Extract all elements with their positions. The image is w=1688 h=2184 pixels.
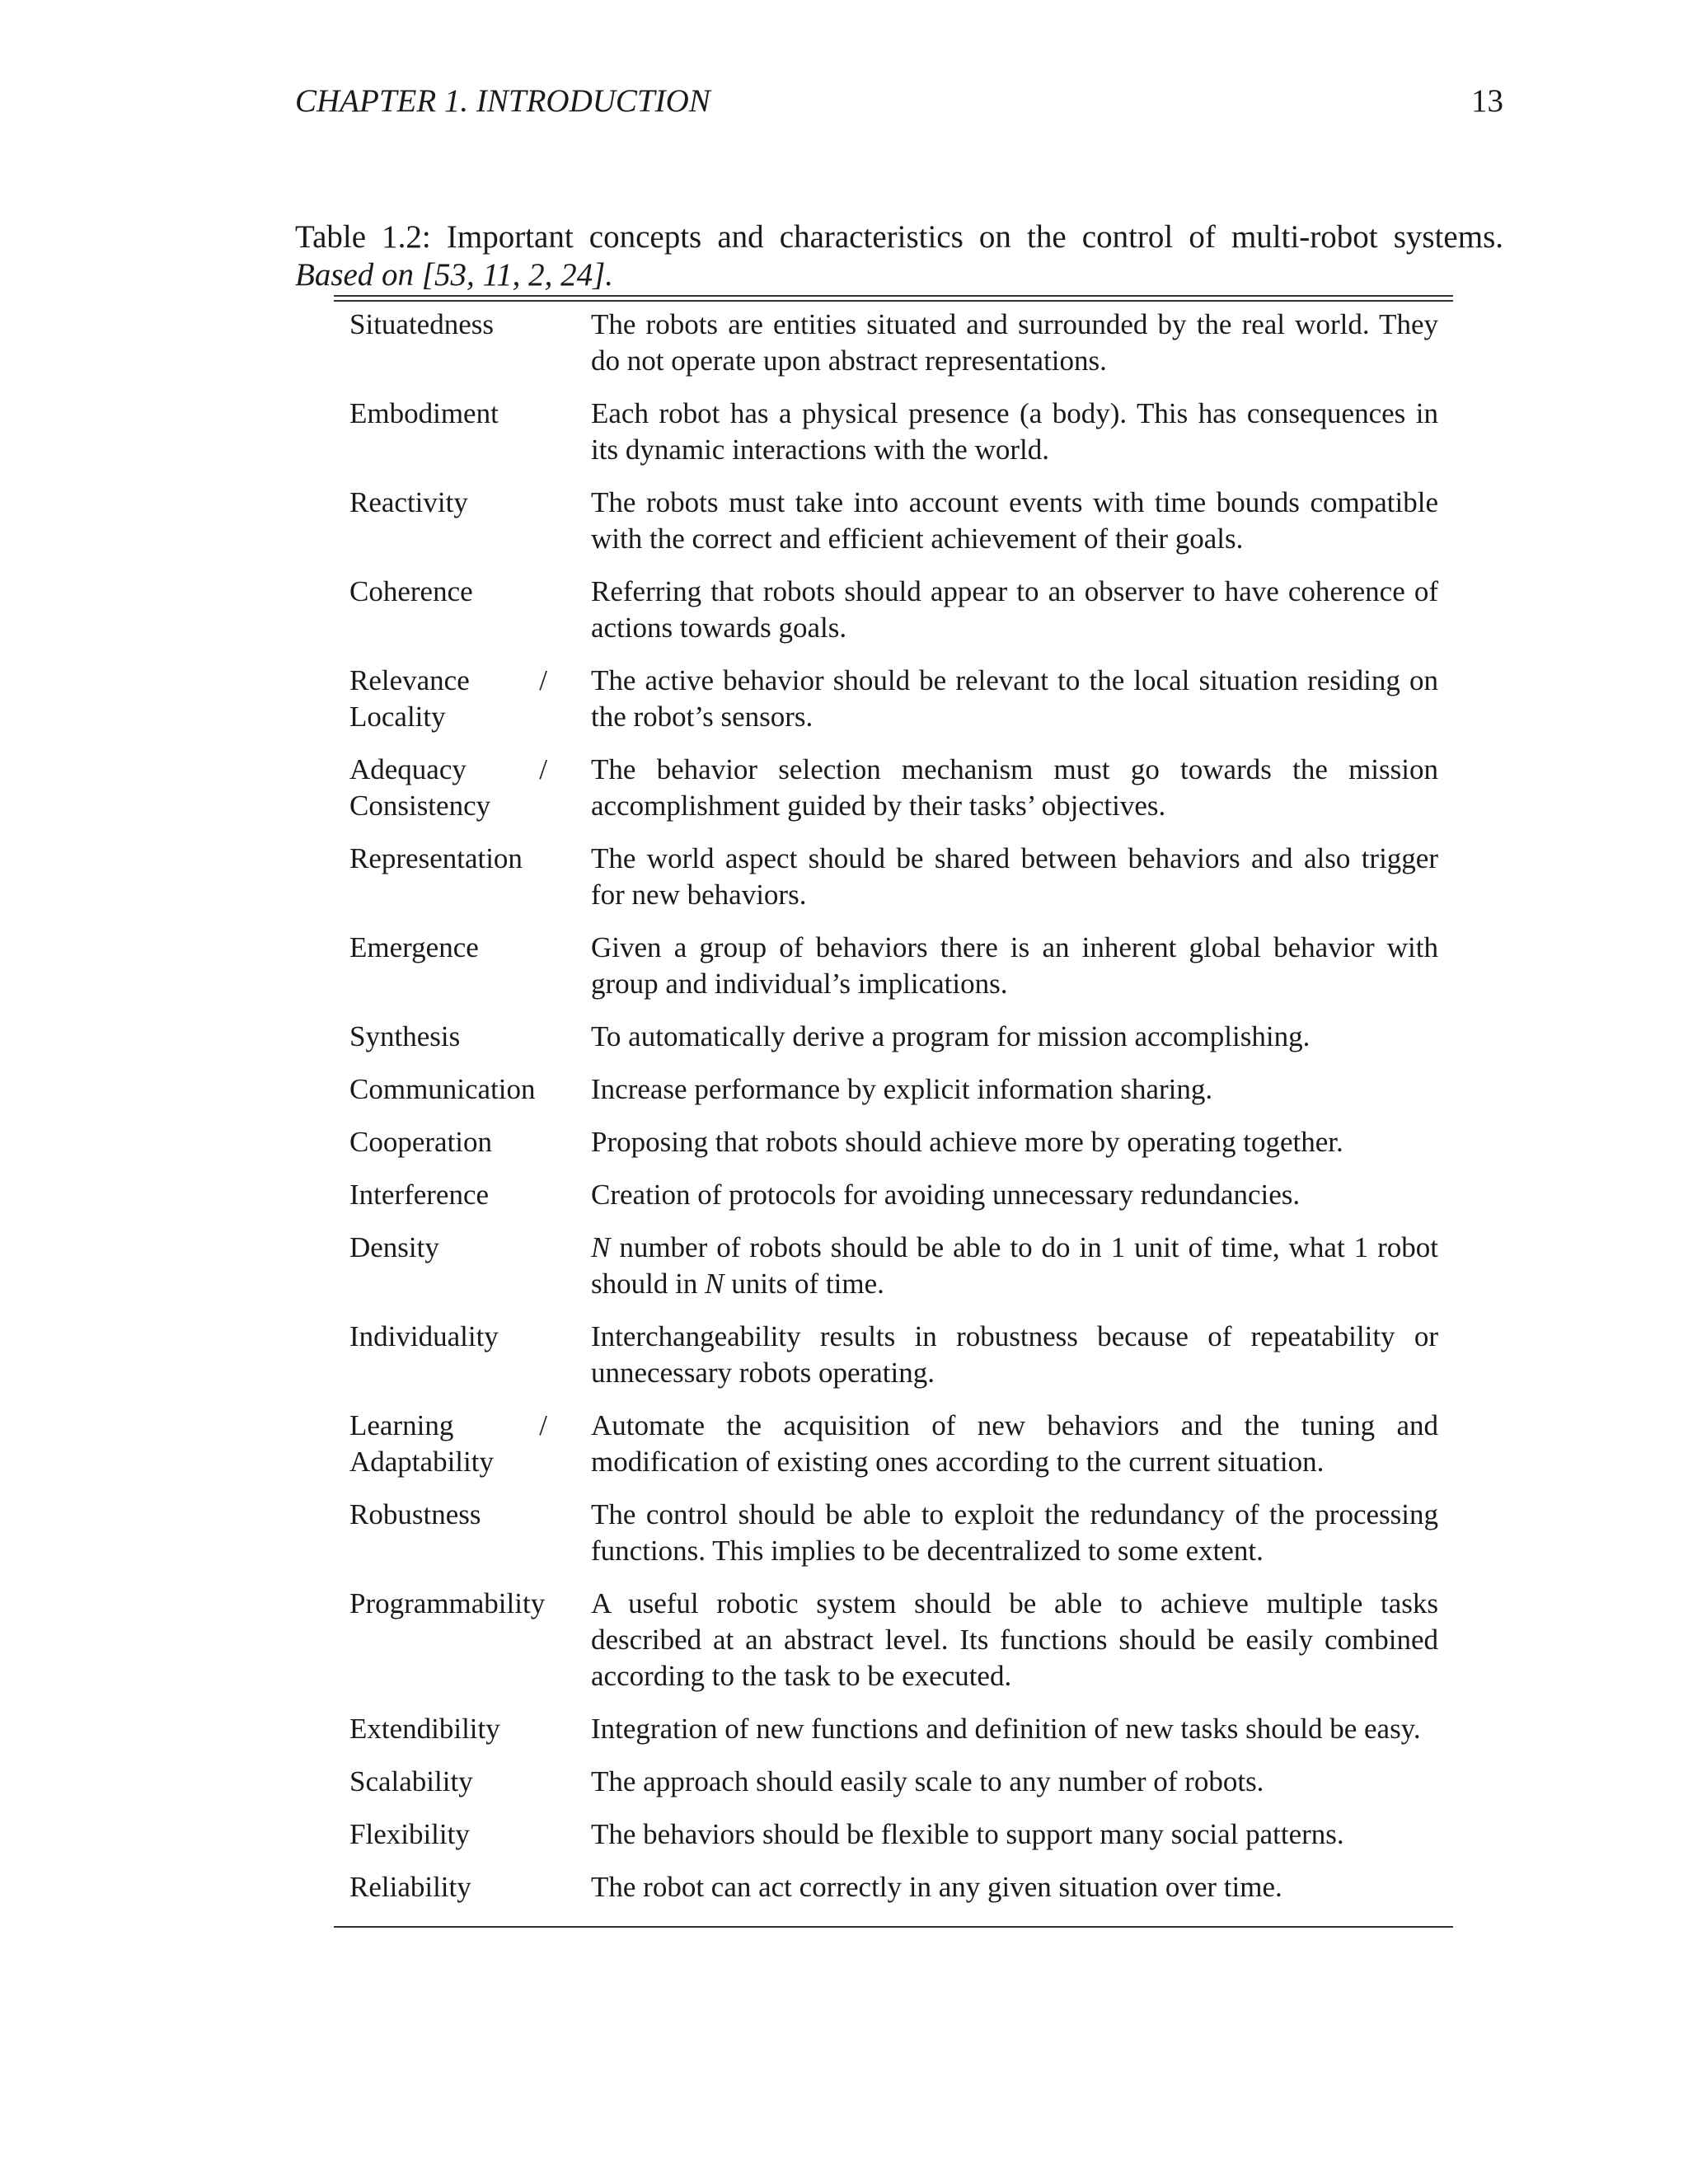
concept-description: The robots are entities situated and surrounded by the real world. They do not operate upon abstract representations. [591,308,1438,377]
concept-description: Automate the acquisition of new behaviors and the tuning and modification of existing ones according to the current situation. [591,1409,1438,1478]
concept-description: A useful robotic system should be able to achieve multiple tasks described at an abstract level. Its functions should be easily combined according to the task to be executed. [591,1587,1438,1692]
concepts-table [349,307,1437,1922]
concept-description: The control should be able to exploit the redundancy of the processing functions. This implies to be decentralized to some extent. [591,1498,1438,1567]
concept-term: Cooperation [349,1126,493,1158]
concept-term: Learning / Adaptability [349,1409,547,1478]
concept-description: Integration of new functions and definition of new tasks should be easy. [591,1713,1421,1745]
caption-text: Table 1.2: Important concepts and characteristics on the control of multi-robot systems. [295,219,1503,255]
table-row [349,1816,1437,1853]
table-row [349,396,1437,468]
table-row [349,841,1437,913]
caption-citation: Based on [53, 11, 2, 24]. [295,257,614,293]
concept-term: Flexibility [349,1818,470,1850]
concept-description [591,1230,1438,1302]
table-row [349,1019,1437,1055]
concept-term: Synthesis [349,1020,461,1052]
concept-description: To automatically derive a program for mission accomplishing. [591,1020,1311,1052]
table-row [349,663,1437,735]
description-fragment: units of time. [724,1268,884,1300]
chapter-title: CHAPTER 1. INTRODUCTION [295,83,710,119]
table-bottom-rule [334,1926,1453,1928]
table-row [349,752,1437,824]
concept-description: The active behavior should be relevant to the local situation residing on the robot’s sensors. [591,664,1438,733]
concept-description: The world aspect should be shared between behaviors and also trigger for new behaviors. [591,842,1438,911]
running-head [295,81,1503,122]
concept-description: The robots must take into account events with time bounds compatible with the correct and efficient achievement of their goals. [591,486,1438,555]
table-row [349,307,1437,379]
table-row [349,485,1437,557]
concept-term: Relevance / Locality [349,664,547,733]
table-row [349,1071,1437,1108]
concept-term: Adequacy / Consistency [349,753,547,822]
concept-term: Density [349,1231,439,1263]
concept-term: Extendibility [349,1713,500,1745]
concept-description: The behavior selection mechanism must go towards the mission accomplishment guided by their tasks’ objectives. [591,753,1438,822]
table-row [349,1177,1437,1213]
table-row [349,1497,1437,1569]
table-row [349,1319,1437,1391]
concept-term: Reactivity [349,486,468,518]
table-row [349,1124,1437,1160]
concept-description: Interchangeability results in robustness because of repeatability or unnecessary robots operating. [591,1320,1438,1389]
concept-description: Given a group of behaviors there is an inherent global behavior with group and individual’s implications. [591,931,1438,1000]
table-row [349,930,1437,1002]
concept-term: Emergence [349,931,479,963]
table-caption [295,218,1503,294]
table-row [349,1586,1437,1694]
concept-term: Representation [349,842,523,874]
concept-term: Robustness [349,1498,481,1530]
concept-term: Individuality [349,1320,499,1352]
table-row [349,1764,1437,1800]
concept-term: Scalability [349,1765,473,1797]
concept-term: Programmability [349,1587,546,1619]
concept-description: The behaviors should be flexible to support many social patterns. [591,1818,1344,1850]
description-fragment: number of robots should be able to do in 1 unit of time, what 1 robot should in [591,1231,1438,1300]
table-top-rule [334,295,1453,297]
math-variable: N [591,1231,611,1263]
concept-description: The robot can act correctly in any given situation over time. [591,1871,1282,1903]
concept-term: Communication [349,1073,536,1105]
concept-description: Each robot has a physical presence (a body). This has consequences in its dynamic interactions with the world. [591,397,1438,466]
concept-term: Interference [349,1179,490,1211]
concept-term: Reliability [349,1871,471,1903]
concept-description: Increase performance by explicit information sharing. [591,1073,1213,1105]
concept-description: Proposing that robots should achieve more by operating together. [591,1126,1343,1158]
table-row [349,1408,1437,1480]
concept-term: Embodiment [349,397,499,429]
concept-description: Creation of protocols for avoiding unnecessary redundancies. [591,1179,1301,1211]
table-row [349,1230,1437,1302]
concept-term: Situatedness [349,308,494,340]
table-row [349,574,1437,646]
table-top-rule-inner [334,300,1453,302]
math-variable: N [705,1268,724,1300]
concept-description: The approach should easily scale to any number of robots. [591,1765,1264,1797]
concept-term: Coherence [349,575,473,607]
table-row [349,1869,1437,1905]
concept-description: Referring that robots should appear to an observer to have coherence of actions towards goals. [591,575,1438,644]
table-row [349,1711,1437,1747]
page-number: 13 [1471,83,1503,119]
